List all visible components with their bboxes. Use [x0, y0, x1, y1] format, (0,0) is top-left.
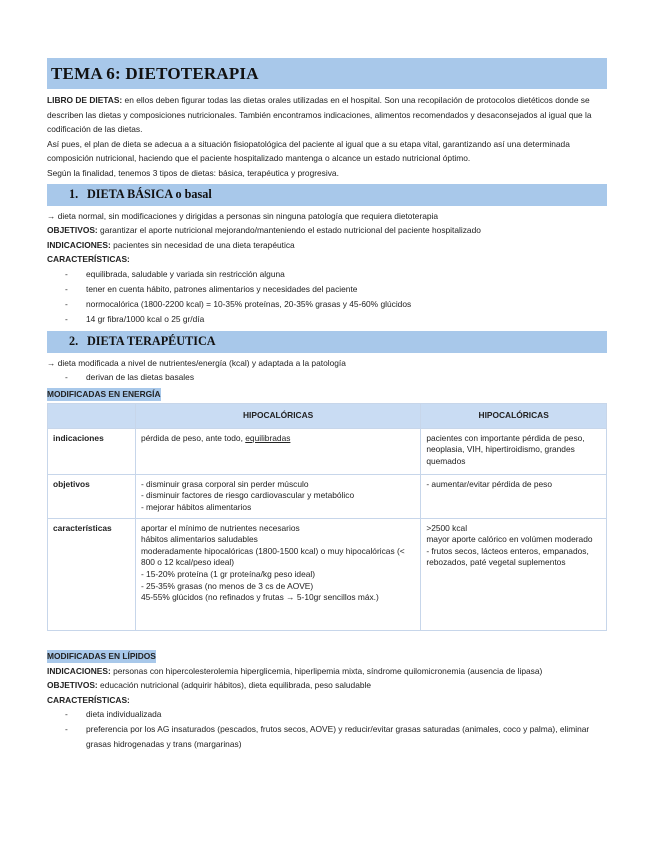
- cell-line: mayor aporte calórico en volúmen moderado: [426, 534, 593, 545]
- table-cell: [135, 518, 420, 630]
- cell-line: - disminuir grasa corporal sin perder músculo: [140, 478, 309, 489]
- list-item: - 14 gr fibra/1000 kcal o 25 gr/día: [47, 312, 607, 327]
- lipid-characteristics-label: [47, 693, 607, 708]
- intro-label: LIBRO DE DIETAS:: [47, 95, 123, 105]
- s1-characteristics-label: [47, 252, 607, 267]
- s2-description: → dieta modificada a nivel de nutrientes/energía (kcal) y adaptada a la patología: [47, 357, 346, 368]
- lipid-block: [47, 646, 607, 753]
- list-item: - preferencia por los AG insaturados (pescados, frutos secos, AOVE) y reducir/evitar grasas saturadas (animales, coco y palma), eliminar grasas hidrogenadas y trans (margarinas): [47, 722, 607, 752]
- table-cell: - aumentar/evitar pérdida de peso: [421, 474, 607, 518]
- s1-characteristics-label-text: CARACTERÍSTICAS:: [47, 254, 130, 265]
- s1-indications: [47, 238, 607, 253]
- energy-section-label: MODIFICADAS EN ENERGÍA: [47, 388, 161, 399]
- lipid-indications-label: INDICACIONES:: [47, 665, 111, 676]
- list-item: - equilibrada, saludable y variada sin restricción alguna: [47, 267, 607, 282]
- s1-objectives-label: OBJETIVOS:: [47, 225, 98, 236]
- table-header-col2: HIPOCALÓRICAS: [421, 403, 607, 428]
- table-header-row: [48, 403, 607, 428]
- row-header-indicaciones: indicaciones: [48, 428, 136, 474]
- energy-table: [47, 403, 607, 631]
- cell-line: aportar el mínimo de nutrientes necesarios: [140, 522, 300, 533]
- intro-paragraph-2: Así pues, el plan de dieta se adecua a a situación fisiopatológica del paciente al igual que a su etapa vital, garantizando así una determinada composición nutricional, haciendo que el paciente hospitalizado mantenga o alcance un estado nutricional óptimo.: [47, 138, 570, 164]
- cell-underlined-text: equilibradas: [245, 432, 291, 443]
- cell-line: - mejorar hábitos alimentarios: [140, 501, 252, 512]
- table-cell: [421, 518, 607, 630]
- section-2-banner: [47, 331, 607, 353]
- cell-text: pérdida de peso, ante todo,: [140, 432, 246, 443]
- s1-description: → dieta normal, sin modificaciones y dirigidas a personas sin ninguna patología que requiera dietoterapia: [47, 210, 439, 221]
- row-header-objetivos: objetivos: [48, 474, 136, 518]
- s1-objectives: [47, 223, 607, 238]
- section-1-number: 1.: [69, 187, 79, 202]
- cell-line: - 15-20% proteína (1 gr proteína/kg peso ideal): [140, 568, 316, 579]
- lipid-characteristics-label-text: CARACTERÍSTICAS:: [47, 694, 130, 705]
- section-1-title: DIETA BÁSICA o basal: [87, 187, 212, 202]
- table-cell: pacientes con importante pérdida de peso, neoplasia, VIH, hipertiroidismo, grandes quemados: [421, 428, 607, 474]
- table-row: [48, 474, 607, 518]
- section-2-heading: [47, 334, 216, 349]
- table-header-col1: HIPOCALÓRICAS: [135, 403, 420, 428]
- lipid-objectives: [47, 678, 607, 693]
- intro-paragraph-3: Según la finalidad, tenemos 3 tipos de dietas: básica, terapéutica y progresiva.: [47, 167, 339, 178]
- intro-paragraph: [47, 93, 607, 137]
- list-item: - derivan de las dietas basales: [47, 371, 607, 384]
- lipid-indications: [47, 664, 607, 679]
- cell-line: - disminuir factores de riesgo cardiovascular y metabólico: [140, 490, 355, 501]
- s1-objectives-text: garantizar el aporte nutricional mejorando/manteniendo el estado nutricional del paciente hospitalizado: [97, 225, 481, 236]
- lipid-indications-text: personas con hipercolesterolemia hiperglicemia, hiperlipemia mixta, síndrome quilomicronemia (ausencia de lipasa): [110, 665, 543, 676]
- lipid-characteristics-list: [47, 707, 607, 752]
- list-item: - tener en cuenta hábito, patrones alimentarios y necesidades del paciente: [47, 282, 607, 297]
- table-row: [48, 518, 607, 630]
- s1-indications-label: INDICACIONES:: [47, 239, 111, 250]
- section-2-title: DIETA TERAPÉUTICA: [87, 334, 216, 349]
- section-1-heading: [47, 187, 212, 202]
- cell-line: >2500 kcal: [426, 522, 468, 533]
- document-page: [47, 58, 607, 752]
- cell-line: 45-55% glúcidos (no refinados y frutas → 5-10gr sencillos máx.): [140, 592, 379, 603]
- list-item: - dieta individualizada: [47, 707, 607, 722]
- s1-indications-text: pacientes sin necesidad de una dieta terapéutica: [110, 239, 295, 250]
- table-cell: [135, 474, 420, 518]
- section-1-banner: [47, 184, 607, 206]
- title-banner: [47, 58, 607, 89]
- s2-sub-list: [47, 371, 607, 384]
- cell-line: hábitos alimentarios saludables: [140, 534, 258, 545]
- cell-line: moderadamente hipocalóricas (1800-1500 kcal) o muy hipocalóricas (< 800 o 12 kcal/peso ideal): [140, 545, 405, 568]
- table-row: [48, 428, 607, 474]
- intro-block: [47, 93, 607, 181]
- lipid-section-label: MODIFICADAS EN LÍPIDOS: [47, 650, 156, 661]
- cell-line: - frutos secos, lácteos enteros, empanados, rebozados, paté vegetal suplementos: [426, 545, 589, 568]
- s1-characteristics-list: [47, 267, 607, 327]
- cell-line: - 25-35% grasas (no menos de 3 cs de AOVE): [140, 580, 314, 591]
- intro-text: en ellos deben figurar todas las dietas orales utilizadas en el hospital. Son una recopilación de protocolos dietéticos donde se describen las dietas y composiciones nutricionales. También encontramos indicaciones, alimentos recomendados y desaconsejados al igual que la codificación de las dietas.: [47, 95, 592, 135]
- page-title: TEMA 6: DIETOTERAPIA: [51, 63, 259, 83]
- lipid-objectives-text: educación nutricional (adquirir hábitos), dieta equilibrada, peso saludable: [97, 680, 372, 691]
- row-header-caracteristicas: características: [48, 518, 136, 630]
- list-item: - normocalórica (1800-2200 kcal) = 10-35% proteínas, 20-35% grasas y 45-60% glúcidos: [47, 297, 607, 312]
- table-cell: [135, 428, 420, 474]
- section-2-number: 2.: [69, 334, 79, 349]
- lipid-objectives-label: OBJETIVOS:: [47, 680, 98, 691]
- table-header-empty: [48, 403, 136, 428]
